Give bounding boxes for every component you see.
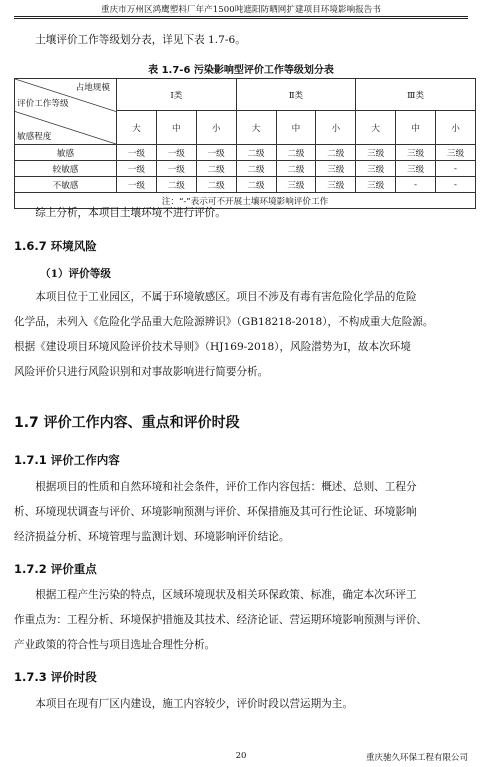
table-cell: 一级 [156, 161, 196, 177]
group-header: Ⅲ类 [356, 79, 476, 111]
size-header: 中 [396, 111, 436, 145]
table-note: 注：“-”表示可不开展土壤环境影响评价工作 [15, 193, 476, 209]
table-cell: 二级 [156, 177, 196, 193]
group-header: Ⅱ类 [236, 79, 356, 111]
table-header-row [15, 79, 476, 111]
paragraph-line: 产业政策的符合性与项目选址合理性分析。 [14, 639, 216, 651]
subheading-grade: （1）评价等级 [40, 268, 111, 280]
paragraph-line: 根据工程产生污染的特点，区域环境现状及相关环保政策、标准，确定本次环评工 [35, 589, 417, 601]
section-heading-1-7-2: 1.7.2 评价重点 [14, 562, 97, 576]
table-cell: 二级 [236, 161, 276, 177]
size-header: 大 [236, 111, 276, 145]
paragraph-line: 根据项目的性质和自然环境和社会条件，评价工作内容包括：概述、总则、工程分 [35, 481, 417, 493]
table-cell: 三级 [276, 177, 316, 193]
table-cell: 二级 [236, 145, 276, 161]
table-row [15, 177, 476, 193]
paragraph-line: 作重点为：工程分析、环境保护措施及其技术、经济论证、营运期环境影响预测与评价、 [14, 614, 428, 626]
header-rule [14, 16, 468, 17]
table-row [15, 161, 476, 177]
diag-label-area: 占地规模 [75, 83, 110, 93]
table-cell: 三级 [356, 145, 396, 161]
paragraph-line: 经济损益分析、环境管理与监测计划、环境影响评价结论。 [14, 531, 290, 543]
table-row [15, 145, 476, 161]
page-header: 重庆市万州区鸿鹰塑料厂年产1500吨遮阳防晒网扩建项目环境影响报告书 [100, 5, 382, 15]
section-heading-1-7-3: 1.7.3 评价时段 [14, 670, 97, 684]
paragraph-line: 风险评价只进行风险识别和对事故影响进行简要分析。 [14, 366, 269, 378]
size-header: 中 [156, 111, 196, 145]
size-header: 大 [356, 111, 396, 145]
company-name: 重庆驰久环保工程有限公司 [365, 753, 468, 763]
size-header: 大 [117, 111, 157, 145]
section-heading-1-7-1: 1.7.1 评价工作内容 [14, 453, 120, 467]
table-cell: 三级 [356, 161, 396, 177]
row-label: 不敏感 [15, 177, 117, 193]
header-rule-thin [14, 18, 468, 19]
size-header: 小 [436, 111, 476, 145]
table-cell: 三级 [396, 161, 436, 177]
table-cell: 二级 [196, 161, 236, 177]
table-cell: 一级 [117, 177, 157, 193]
size-header: 小 [316, 111, 356, 145]
paragraph-line: 本项目在现有厂区内建设，施工内容较少，评价时段以营运期为主。 [35, 698, 353, 710]
section-heading-1-7: 1.7 评价工作内容、重点和评价时段 [14, 415, 240, 431]
table-cell: 三级 [316, 161, 356, 177]
table-cell: 一级 [117, 145, 157, 161]
content-paragraph [14, 475, 468, 550]
page-number: 20 [235, 751, 247, 761]
focus-paragraph [14, 583, 468, 658]
row-label: 敏感 [15, 145, 117, 161]
row-label: 较敏感 [15, 161, 117, 177]
table-cell: 二级 [276, 145, 316, 161]
paragraph-line: 析、环境现状调查与评价、环境影响预测与评价、环保措施及其可行性论证、环境影响 [14, 506, 417, 518]
diagonal-header-cell [15, 79, 117, 145]
risk-paragraph [14, 285, 468, 385]
table-cell: 一级 [196, 145, 236, 161]
diag-label-sensitivity: 敏感程度 [17, 132, 52, 142]
period-paragraph [14, 692, 468, 717]
size-header: 小 [196, 111, 236, 145]
table-cell: - [436, 161, 476, 177]
table-cell: 二级 [196, 177, 236, 193]
paragraph-line: 化学品，未列入《危险化学品重大危险源辨识》（GB18218-2018），不构成重大危险源。 [14, 316, 434, 328]
table-cell: 三级 [436, 145, 476, 161]
diag-label-grade: 评价工作等级 [17, 99, 69, 109]
soil-conclusion: 综上分析，本项目土壤环境不进行评价。 [35, 207, 226, 219]
table-cell: - [396, 177, 436, 193]
table-cell: 二级 [276, 161, 316, 177]
table-caption: 表 1.7-6 污染影响型评价工作等级划分表 [148, 65, 334, 76]
table-cell: 三级 [316, 177, 356, 193]
table-cell: 三级 [356, 177, 396, 193]
table-cell: 二级 [316, 145, 356, 161]
paragraph-line: 本项目位于工业园区，不属于环境敏感区。项目不涉及有毒有害危险化学品的危险 [35, 291, 417, 303]
table-cell: 三级 [396, 145, 436, 161]
table-cell: 一级 [156, 145, 196, 161]
table-cell: - [436, 177, 476, 193]
grade-table [14, 78, 476, 209]
paragraph-line: 根据《建设项目环境风险评价技术导则》（HJ169-2018），风险潜势为Ⅰ，故本次环境 [14, 341, 411, 353]
size-header: 中 [276, 111, 316, 145]
intro-paragraph: 土壤评价工作等级划分表，详见下表 1.7-6。 [35, 34, 246, 46]
section-heading-1-6-7: 1.6.7 环境风险 [14, 239, 97, 253]
table-cell: 一级 [117, 161, 157, 177]
group-header: Ⅰ类 [117, 79, 237, 111]
table-cell: 二级 [236, 177, 276, 193]
